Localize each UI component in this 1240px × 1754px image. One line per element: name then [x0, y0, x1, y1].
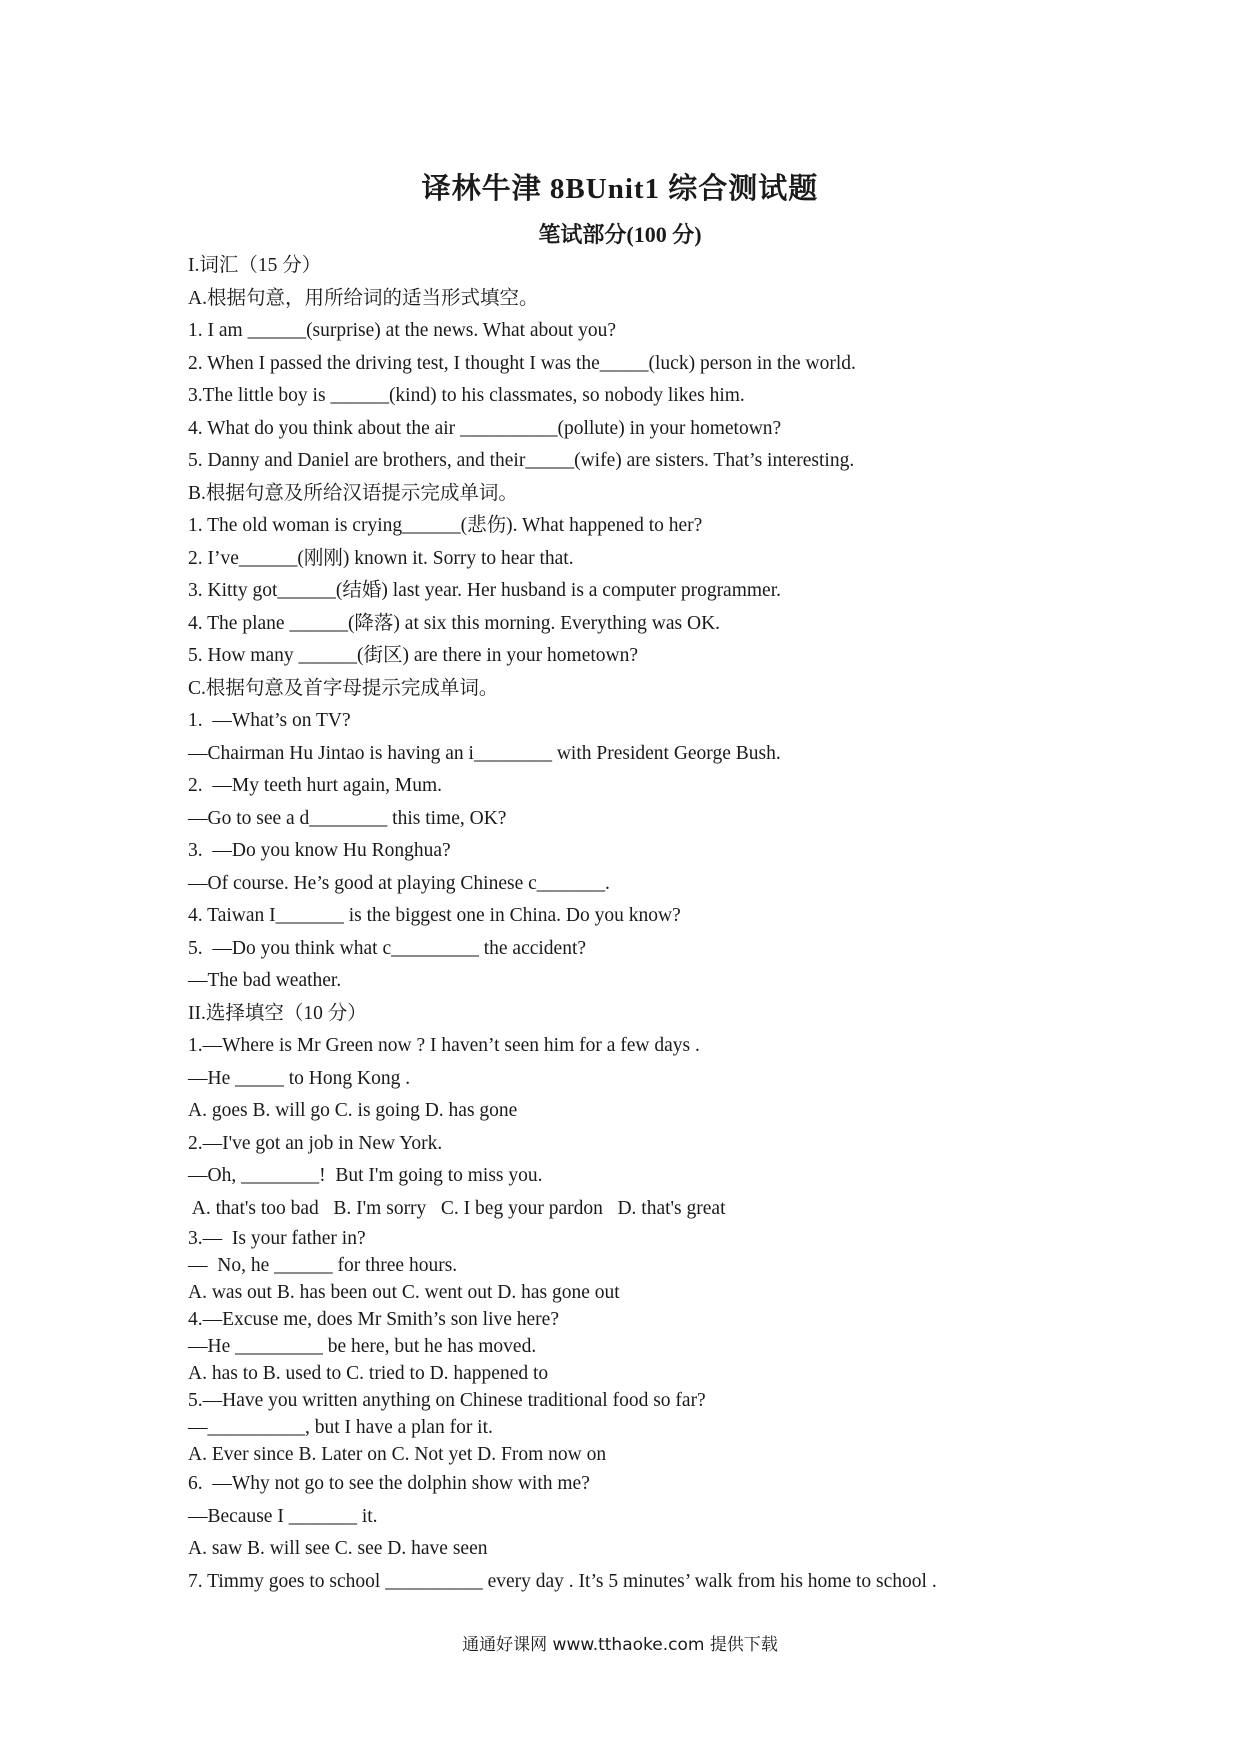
question-c4: 4. Taiwan I_______ is the biggest one in China. Do you know?: [188, 905, 681, 926]
question-c1-prompt: 1. —What’s on TV?: [188, 710, 351, 731]
mc-question-5-prompt: 5.—Have you written anything on Chinese traditional food so far?: [188, 1390, 706, 1411]
part-c-instruction: C.根据句意及首字母提示完成单词。: [188, 677, 499, 699]
question-a1: 1. I am ______(surprise) at the news. What about you?: [188, 320, 616, 341]
part-a-instruction: A.根据句意，用所给词的适当形式填空。: [188, 287, 539, 309]
mc-question-4-answer: —He _________ be here, but he has moved.: [188, 1336, 537, 1357]
mc-question-5-answer: —__________, but I have a plan for it.: [188, 1417, 493, 1438]
question-a2: 2. When I passed the driving test, I thought I was the_____(luck) person in the world.: [188, 352, 856, 374]
mc-question-2-answer: —Oh, ________! But I'm going to miss you.: [188, 1165, 543, 1186]
question-a3: 3.The little boy is ______(kind) to his classmates, so nobody likes him.: [188, 385, 745, 406]
section-heading-vocabulary: I.词汇（15 分）: [188, 255, 322, 276]
document-subtitle: 笔试部分(100 分): [538, 222, 702, 247]
question-b2: 2. I’ve______(刚刚) known it. Sorry to hear that.: [188, 547, 574, 569]
question-b5: 5. How many ______(街区) are there in your hometown?: [188, 645, 639, 666]
document-title: 译林牛津 8BUnit1 综合测试题: [421, 173, 819, 205]
mc-question-3-answer: — No, he ______ for three hours.: [188, 1255, 458, 1276]
mc-question-3-options: A. was out B. has been out C. went out D. has gone out: [188, 1282, 620, 1303]
mc-question-6-prompt: 6. —Why not go to see the dolphin show with me?: [188, 1473, 590, 1494]
question-c2-answer: —Go to see a d________ this time, OK?: [188, 807, 507, 829]
question-c1-answer: —Chairman Hu Jintao is having an i________ with President George Bush.: [188, 742, 781, 764]
question-a5: 5. Danny and Daniel are brothers, and their_____(wife) are sisters. That’s interesting.: [188, 450, 855, 471]
part-b-instruction: B.根据句意及所给汉语提示完成单词。: [188, 482, 518, 504]
mc-question-6-options: A. saw B. will see C. see D. have seen: [188, 1538, 488, 1559]
question-c3-answer: —Of course. He’s good at playing Chinese c_______.: [188, 872, 610, 894]
mc-question-1-options: A. goes B. will go C. is going D. has gone: [188, 1100, 518, 1121]
question-b4: 4. The plane ______(降落) at six this morning. Everything was OK.: [188, 612, 721, 634]
question-c3-prompt: 3. —Do you know Hu Ronghua?: [188, 840, 451, 861]
question-c2-prompt: 2. —My teeth hurt again, Mum.: [188, 775, 443, 796]
mc-question-7-prompt: 7. Timmy goes to school __________ every day . It’s 5 minutes’ walk from his home to school .: [188, 1570, 937, 1592]
mc-question-1-prompt: 1.—Where is Mr Green now ? I haven’t seen him for a few days .: [188, 1035, 700, 1056]
question-b1: 1. The old woman is crying______(悲伤). What happened to her?: [188, 515, 703, 536]
mc-question-6-answer: —Because I _______ it.: [188, 1505, 378, 1527]
mc-question-1-answer: —He _____ to Hong Kong .: [188, 1067, 411, 1089]
section-heading-multiple-choice: II.选择填空（10 分）: [188, 1002, 367, 1024]
question-a4: 4. What do you think about the air __________(pollute) in your hometown?: [188, 417, 782, 439]
mc-question-2-prompt: 2.—I've got an job in New York.: [188, 1132, 443, 1154]
mc-question-5-options: A. Ever since B. Later on C. Not yet D. From now on: [188, 1444, 607, 1465]
footer-source: 通通好课网 www.tthaoke.com 提供下载: [462, 1635, 778, 1655]
mc-question-4-prompt: 4.—Excuse me, does Mr Smith’s son live here?: [188, 1309, 559, 1330]
question-b3: 3. Kitty got______(结婚) last year. Her husband is a computer programmer.: [188, 580, 781, 601]
question-c5-answer: —The bad weather.: [188, 970, 342, 991]
mc-question-3-prompt: 3.— Is your father in?: [188, 1228, 366, 1249]
mc-question-2-options: A. that's too bad B. I'm sorry C. I beg your pardon D. that's great: [188, 1197, 726, 1219]
document-body: [188, 250, 1088, 1598]
question-c5-prompt: 5. —Do you think what c_________ the accident?: [188, 937, 587, 959]
mc-question-4-options: A. has to B. used to C. tried to D. happened to: [188, 1363, 549, 1384]
